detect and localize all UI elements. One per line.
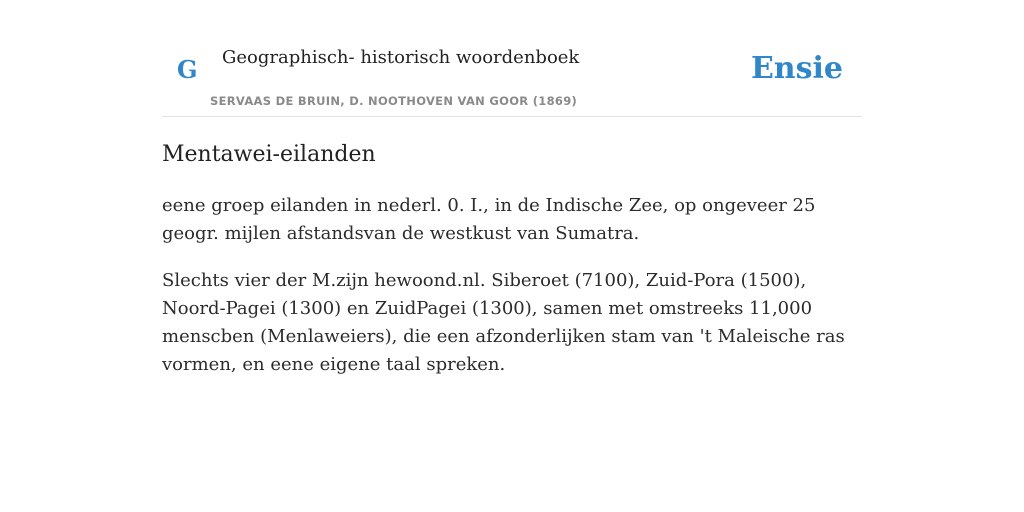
book-letter-icon[interactable]: G bbox=[177, 55, 198, 84]
entry-paragraph: Slechts vier der M.zijn hewoond.nl. Siberoet (7100), Zuid-Pora (1500), Noord-Pagei (1300) en ZuidPagei (1300), samen met omstreeks 11,000 menscben (Menlaweiers), die een afzonderlijken stam van 't Maleische ras vormen, en eene eigene taal spreken. bbox=[162, 270, 845, 375]
entry-body bbox=[162, 192, 862, 398]
book-authors: SERVAAS DE BRUIN, D. NOOTHOVEN VAN GOOR (1869) bbox=[210, 94, 578, 108]
ensie-logo-link[interactable]: Ensie bbox=[750, 51, 843, 86]
book-title-link[interactable]: Geographisch- historisch woordenboek bbox=[222, 47, 580, 68]
page-container bbox=[162, 0, 862, 375]
book-header bbox=[162, 0, 862, 117]
entry-title: Mentawei-eilanden bbox=[162, 142, 376, 167]
entry-paragraph: eene groep eilanden in nederl. 0. I., in de Indische Zee, op ongeveer 25 geogr. mijlen afstandsvan de westkust van Sumatra. bbox=[162, 195, 816, 244]
